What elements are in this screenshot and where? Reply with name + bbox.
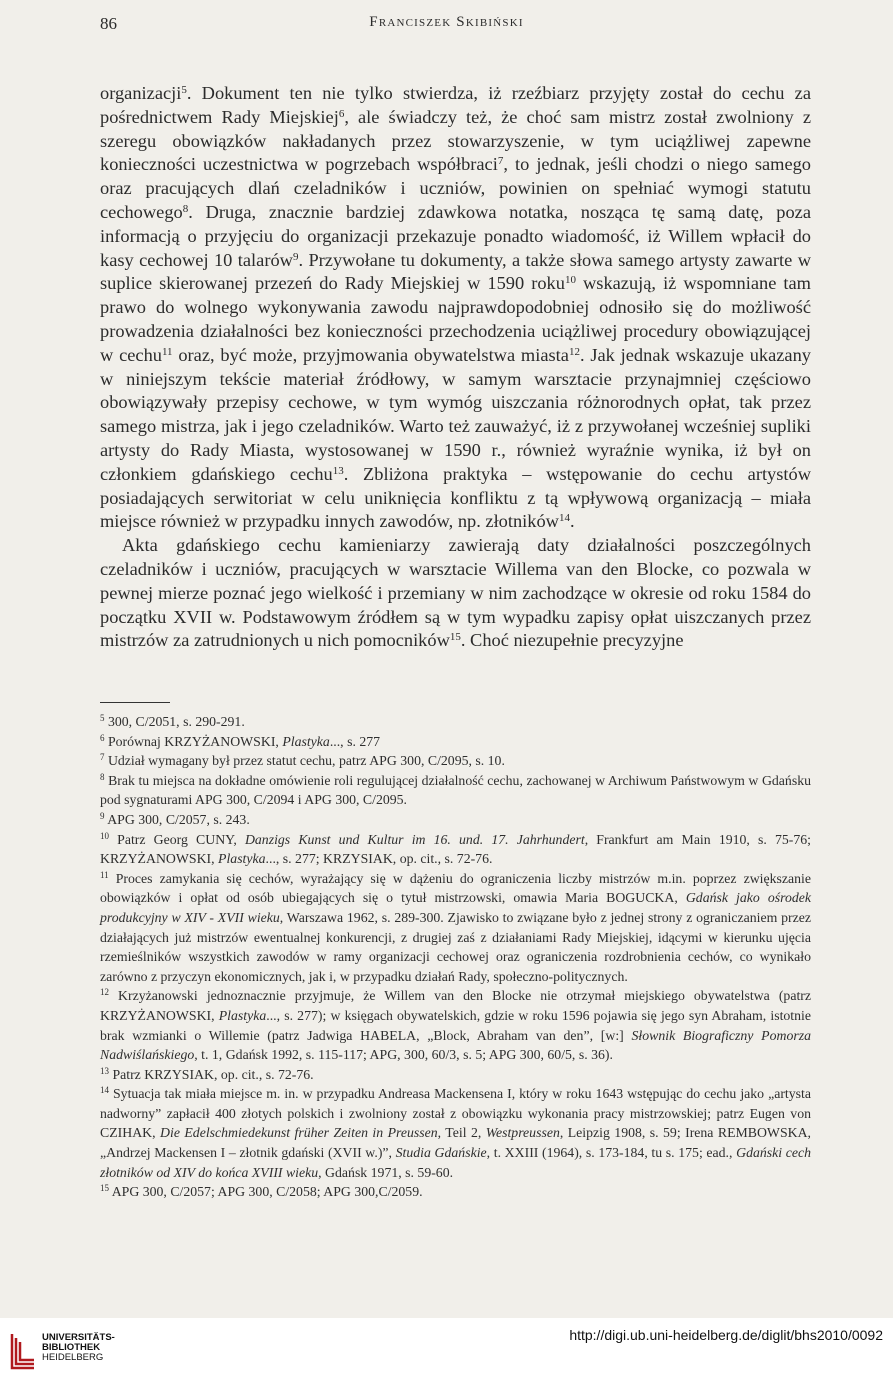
footnote-ref: 11	[161, 345, 173, 358]
text-run: , t. XXIII (1964), s. 173-184, tu s. 175; ead.,	[486, 1145, 737, 1161]
footnote	[100, 1182, 811, 1202]
italic-title: Studia Gdańskie	[395, 1145, 487, 1161]
text-run: oraz, być może, przyjmowania obywatelstwa miasta	[172, 344, 569, 365]
footnote-rule	[100, 702, 170, 703]
text-run: . Zbliżona praktyka – wstępowanie do cechu artystów posiadających serwitoriat w celu uniknięcia konfliktu z tą wpływową organizacją – miała miejsce również w przypadku innych zawodów, np. złotników	[100, 463, 811, 532]
italic-title: Westpreussen	[485, 1125, 560, 1141]
footnote-ref: 6	[338, 107, 345, 120]
paragraph	[100, 82, 811, 534]
footnote-ref: 9	[292, 250, 299, 263]
text-run: Proces zamykania się cechów, wyrażający się w dążeniu do ograniczenia liczby mistrzów m.in. poprzez zwiększanie obowiązków i opłat od osób ubiegających się o tytuł mistrzowski, omawia Maria BOGUCKA,	[100, 870, 811, 906]
text-run: . Dokument ten nie tylko stwierdza, iż rzeźbiarz przyjęty został do cechu za pośrednictwem Rady Miejskiej	[100, 83, 811, 127]
library-name-line2: BIBLIOTHEK	[42, 1342, 101, 1353]
text-run: ..., s. 277); w księgach obywatelskich, gdzie w roku 1596 pojawia się jego syn Abraham, istotnie brak wzmianki o Willemie (patrz Jadwiga HABELA, „Block, Abraham van den”, [w:]	[100, 1007, 811, 1043]
text-run: , Frankfurt am Main 1910, s. 75-76; KRZYŻANOWSKI,	[100, 831, 811, 867]
italic-title: Gdańsk jako ośrodek produkcyjny w XIV - XVII wieku	[100, 890, 811, 925]
library-logo-icon	[8, 1328, 38, 1372]
source-url-link[interactable]: http://digi.ub.uni-heidelberg.de/diglit/bhs2010/0092	[569, 1327, 883, 1343]
italic-title: Plastyka	[218, 1007, 267, 1023]
footnote	[100, 1065, 811, 1085]
footnote-number: 10	[100, 830, 109, 841]
text-run: Krzyżanowski jednoznacznie przyjmuje, że Willem van den Blocke nie otrzymał miejskiego obywatelstwa (patrz KRZYŻANOWSKI,	[100, 988, 811, 1023]
footnote-number: 11	[100, 869, 109, 880]
text-run: Porównaj KRZYŻANOWSKI,	[104, 733, 283, 749]
footnotes	[100, 712, 811, 1202]
footnote	[100, 810, 811, 830]
footnote-ref: 13	[332, 464, 344, 477]
italic-title: Plastyka	[282, 733, 330, 749]
footnote-ref: 14	[558, 512, 570, 525]
text-run: Udział wymagany był przez statut cechu, patrz APG 300, C/2095, s. 10.	[104, 753, 505, 769]
italic-title: Plastyka	[218, 851, 266, 867]
footnote	[100, 869, 811, 987]
text-run: .	[569, 511, 575, 532]
text-run: . Choć niezupełnie precyzyjne	[460, 630, 684, 651]
footnote	[100, 751, 811, 771]
footer	[0, 1318, 893, 1382]
text-run: 300, C/2051, s. 290-291.	[104, 714, 245, 729]
text-run: ..., s. 277	[329, 733, 381, 749]
footnote-ref: 10	[564, 274, 576, 287]
footnote-ref: 8	[182, 202, 189, 215]
text-run: Brak tu miejsca na dokładne omówienie roli regulującej działalność cechu, zachowanej w Archiwum Państwowym w Gdańsku pod sygnaturami APG 300, C/2094 i APG 300, C/2095.	[100, 772, 811, 808]
text-run: APG 300, C/2057, s. 243.	[104, 811, 250, 827]
italic-title: Gdański cech złotników od XIV do końca XVIII wieku	[100, 1145, 812, 1180]
footnote-ref: 5	[181, 83, 187, 96]
footnote	[100, 1084, 811, 1182]
text-run: , t. 1, Gdańsk 1992, s. 115-117; APG, 300, 60/3, s. 5; APG 300, 60/5, s. 36).	[194, 1047, 613, 1063]
text-run: , Leipzig 1908, s. 59; Irena REMBOWSKA, „Andrzej Mackensen I – złotnik gdański (XVII w.)”,	[100, 1125, 812, 1161]
footnote-number: 7	[100, 752, 105, 763]
footnote-number: 6	[100, 732, 105, 743]
page-number: 86	[100, 14, 117, 33]
footnote-ref: 7	[497, 155, 504, 168]
footnote	[100, 712, 811, 732]
footnote-number: 9	[100, 811, 105, 822]
footnote-number: 14	[100, 1085, 109, 1096]
italic-title: Słownik Biograficzny Pomorza Nadwiślańskiego	[100, 1027, 811, 1063]
text-run: . Jak jednak wskazuje ukazany w niniejszym tekście materiał źródłowy, w samym warsztacie przynajmniej częściowo obowiązywały przepisy cechowe, w tym wymóg uiszczania różnorodnych opłat, tak przez samego mistrza, jak i jego czeladników. Warto też zauważyć, iż z przywołanej wcześniej supliki artysty do Rady Miasta, wystosowanej w 1590 r., również wyraźnie wynika, iż był on członkiem gdańskiego cechu	[100, 344, 811, 484]
footnote-number: 8	[100, 771, 105, 782]
paragraph	[100, 534, 811, 653]
library-name-line1: UNIVERSITÄTS-	[42, 1332, 115, 1343]
footnote-number: 5	[100, 713, 105, 724]
text-run: APG 300, C/2057; APG 300, C/2058; APG 300,C/2059.	[109, 1184, 423, 1200]
footnote-number: 13	[100, 1065, 109, 1076]
text-run: Patrz Georg CUNY,	[109, 831, 245, 847]
footnote-number: 12	[100, 987, 109, 998]
text-run: Akta gdańskiego cechu kamieniarzy zawierają daty działalności poszczególnych czeladników i uczniów, pracujących w warsztacie Willema van den Blocke, co pozwala w pewnej mierze poznać jego wielkość i przemiany w nim zachodzące w okresie od roku 1584 do początku XVII w. Podstawowym źródłem są w tym wypadku zapisy opłat uiszczanych przez mistrzów za zatrudnionych u nich pomocników	[100, 535, 811, 651]
text-run: , Teil 2,	[437, 1125, 486, 1141]
library-name-line3: HEIDELBERG	[42, 1352, 104, 1363]
footnote	[100, 986, 811, 1064]
text-run: Patrz KRZYSIAK, op. cit., s. 72-76.	[109, 1066, 314, 1082]
footnote-ref: 12	[568, 345, 580, 358]
footnote-ref: 15	[449, 631, 461, 644]
running-head: Franciszek Skibiński	[369, 14, 524, 30]
text-run: , to jednak, jeśli chodzi o niego samego oraz pracujących dlań czeladników i uczniów, powinien on spełniać wymogi statutu cechowego	[100, 154, 812, 222]
library-name	[42, 1333, 115, 1363]
text-run: , Warszawa 1962, s. 289-300. Zjawisko to związane było z jednej strony z ograniczaniem przez działających już mistrzów ewentualnej konkurencji, z drugiej zaś z działaniami Rady Miejskiej, idącymi w kierunku ujęcia rzemieślników wszystkich zawodów w ramy organizacji cechowej oraz ograniczenia rozdrobnienia cechów, co wynikało zarówno z przyczyn ekonomicznych, jak i, w przypadku działań Rady, społeczno-politycznych.	[100, 909, 811, 984]
text-run: Sytuacja tak miała miejsce m. in. w przypadku Andreasa Mackensena I, który w roku 1643 wstępując do cechu jako „artysta nadworny” zapłacił 400 złotych polskich i zwolniony został z obowiązku wykonania pracy mistrzowskiej; patrz Eugen von CZIHAK,	[100, 1086, 811, 1141]
text-run: , Gdańsk 1971, s. 59-60.	[318, 1164, 454, 1180]
footnote	[100, 732, 811, 752]
text-run: organizacji	[100, 83, 182, 103]
body-text	[100, 82, 811, 653]
text-run: wskazują, iż wspomniane tam prawo do wolnego wykonywania zawodu najprawdopodobniej odnosiło się do możliwość prowadzenia działalności bez konieczności przechodzenia uciążliwej procedury obowiązującej w cechu	[100, 273, 811, 365]
footnote	[100, 771, 811, 810]
text-run: , ale świadczy też, że choć sam mistrz został zwolniony z szeregu obowiązków nakładanych przez stowarzyszenie, w tym uciążliwej zapewne konieczności uczestnictwa w pogrzebach współbraci	[100, 106, 811, 175]
text-run: . Przywołane tu dokumenty, a także słowa samego artysty zawarte w suplice skierowanej przezeń do Rady Miejskiej w 1590 roku	[100, 249, 811, 294]
text-run: . Druga, znacznie bardziej zdawkowa notatka, nosząca tę samą datę, poza informacją o przyjęciu do organizacji przekazuje ponadto wiadomość, iż Willem wpłacił do kasy cechowej 10 talarów	[100, 201, 811, 270]
italic-title: Danzigs Kunst und Kultur im 16. und. 17. Jahrhundert	[244, 831, 585, 847]
footnote-number: 15	[100, 1183, 109, 1194]
text-run: ..., s. 277; KRZYSIAK, op. cit., s. 72-76.	[265, 851, 493, 867]
footnote	[100, 830, 811, 869]
italic-title: Die Edelschmiedekunst früher Zeiten in Preussen	[160, 1125, 438, 1141]
